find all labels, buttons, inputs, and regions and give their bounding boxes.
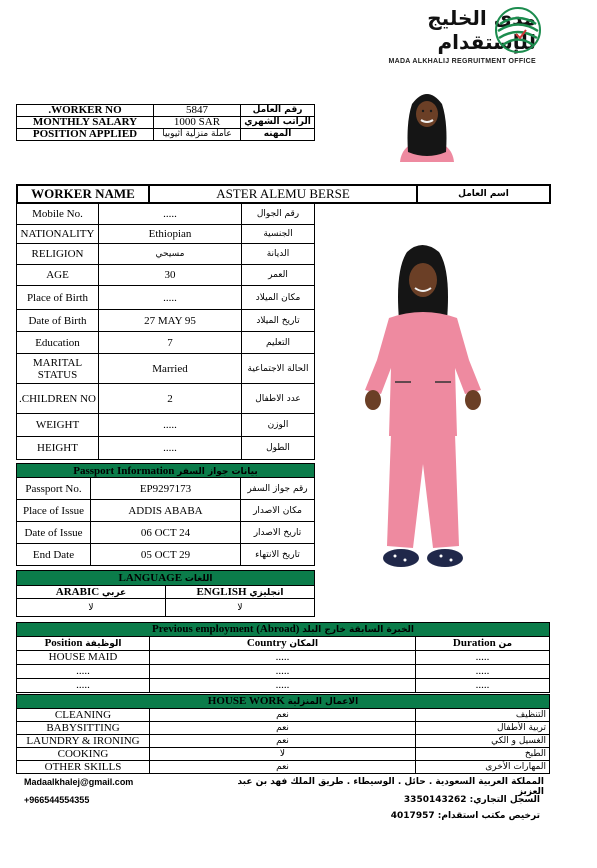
employment-duration: .....	[416, 651, 550, 665]
detail-label-ar: التعليم	[242, 332, 315, 354]
passport-section-header	[17, 464, 315, 478]
position-row	[17, 129, 315, 141]
detail-label-ar: الديانة	[242, 244, 315, 265]
employment-country: .....	[150, 651, 416, 665]
detail-label-ar: رقم الجوال	[242, 204, 315, 225]
footer-email: Madaalkhalej@gmail.com	[24, 777, 134, 787]
housework-skill-ar: الطبخ	[416, 748, 550, 761]
detail-row	[17, 354, 315, 384]
worker-full-body-photo	[355, 240, 490, 578]
detail-label-ar: العمر	[242, 265, 315, 286]
detail-label: HEIGHT	[17, 437, 99, 460]
detail-label: .CHILDREN NO	[17, 384, 99, 414]
detail-value: Ethiopian	[99, 225, 242, 244]
detail-label: Mobile No.	[17, 204, 99, 225]
arabic-level-value: لا	[17, 599, 166, 617]
housework-skill-ar: الغسيل و الكي	[416, 735, 550, 748]
housework-skill-ar: تربية الأطفال	[416, 722, 550, 735]
detail-row	[17, 244, 315, 265]
salary-row	[17, 117, 315, 129]
detail-row	[17, 225, 315, 244]
detail-label: NATIONALITY	[17, 225, 99, 244]
logo-english: MADA ALKHALIJ REGRUITMENT OFFICE	[388, 58, 536, 65]
housework-section-header	[17, 695, 550, 709]
housework-value: نعم	[150, 761, 416, 774]
employment-section-header	[17, 623, 550, 637]
detail-label-ar: الوزن	[242, 414, 315, 437]
worker-summary-table	[16, 104, 315, 141]
passport-value: 06 OCT 24	[91, 522, 241, 544]
position-value: عاملة منزلية اثيوبيا	[154, 129, 241, 141]
employment-header-ar: الخبرة السابقة خارج البلد	[302, 624, 415, 635]
footer-commercial-register: السجل التجاري: 3350143262	[403, 795, 540, 805]
passport-label: Place of Issue	[17, 500, 91, 522]
footer-address: المملكة العربية السعودية . حائل . الوسيطاء . طريق الملك فهد بن عبد العزيز	[237, 777, 544, 797]
passport-header-row	[17, 464, 315, 478]
footer-phone: +966544554355	[24, 795, 90, 805]
passport-row	[17, 544, 315, 566]
language-table	[16, 570, 315, 617]
detail-row	[17, 332, 315, 354]
position-column-header	[17, 637, 150, 651]
employment-duration: .....	[416, 665, 550, 679]
worker-name-value: ASTER ALEMU BERSE	[149, 185, 417, 203]
housework-header-ar: الاعمال المنزلية	[287, 696, 359, 707]
detail-value: 7	[99, 332, 242, 354]
detail-value: .....	[99, 286, 242, 310]
employment-position: .....	[17, 679, 150, 693]
english-column-header	[166, 586, 315, 599]
detail-label: Date of Birth	[17, 310, 99, 332]
detail-value: 30	[99, 265, 242, 286]
detail-label: Place of Birth	[17, 286, 99, 310]
housework-skill: CLEANING	[17, 709, 150, 722]
detail-value: Married	[99, 354, 242, 384]
employment-row	[17, 651, 550, 665]
passport-value: EP9297173	[91, 478, 241, 500]
detail-row	[17, 265, 315, 286]
salary-label: MONTHLY SALARY	[17, 117, 154, 129]
passport-header-ar: بيانات جواز السفر	[177, 466, 258, 477]
worker-details-table	[16, 203, 315, 460]
detail-row	[17, 310, 315, 332]
detail-row	[17, 437, 315, 460]
house-work-table	[16, 694, 550, 774]
detail-label-ar: عدد الاطفال	[242, 384, 315, 414]
detail-label-ar: الطول	[242, 437, 315, 460]
detail-value: 27 MAY 95	[99, 310, 242, 332]
housework-skill: COOKING	[17, 748, 150, 761]
country-column-header	[150, 637, 416, 651]
globe-logo-icon	[494, 6, 542, 54]
housework-header-en: HOUSE WORK	[207, 694, 285, 707]
detail-label: MARITAL STATUS	[17, 354, 99, 384]
detail-value: .....	[99, 414, 242, 437]
previous-employment-table	[16, 622, 550, 693]
worker-no-value: 5847	[154, 105, 241, 117]
passport-header-en: Passport Information	[73, 464, 175, 477]
detail-value: مسيحي	[99, 244, 242, 265]
passport-row	[17, 500, 315, 522]
housework-row	[17, 761, 550, 774]
employment-position: .....	[17, 665, 150, 679]
position-label-ar: المهنه	[241, 129, 315, 141]
passport-label-ar: مكان الاصدار	[241, 500, 315, 522]
detail-label: WEIGHT	[17, 414, 99, 437]
language-section-header	[17, 571, 315, 586]
detail-label: Education	[17, 332, 99, 354]
detail-value: .....	[99, 204, 242, 225]
housework-row	[17, 709, 550, 722]
duration-column-header	[416, 637, 550, 651]
passport-label: Passport No.	[17, 478, 91, 500]
passport-label-ar: رقم جواز السفر	[241, 478, 315, 500]
logo-arabic: مدى الخليج للإستقدام	[427, 6, 536, 54]
detail-row	[17, 384, 315, 414]
duration-col-ar: من	[498, 638, 513, 649]
position-col-en: Position	[44, 636, 83, 649]
housework-skill: BABYSITTING	[17, 722, 150, 735]
employment-country: .....	[150, 665, 416, 679]
detail-label-ar: تاريخ الميلاد	[242, 310, 315, 332]
worker-no-label-ar: رقم العامل	[241, 105, 315, 117]
housework-value: نعم	[150, 709, 416, 722]
worker-name-label: WORKER NAME	[17, 185, 149, 203]
passport-label: End Date	[17, 544, 91, 566]
position-col-ar: الوظيفة	[85, 638, 122, 649]
passport-info-table	[16, 463, 315, 566]
detail-label-ar: الجنسية	[242, 225, 315, 244]
footer-license: ترخيص مكتب استقدام: 4017957	[390, 811, 540, 821]
worker-no-row	[17, 105, 315, 117]
english-level-value: لا	[166, 599, 315, 617]
passport-value: 05 OCT 29	[91, 544, 241, 566]
housework-skill: OTHER SKILLS	[17, 761, 150, 774]
english-label-en: ENGLISH	[196, 586, 247, 598]
worker-name-label-ar: اسم العامل	[417, 185, 550, 203]
arabic-label-ar: عربي	[101, 588, 127, 598]
housework-skill-ar: التنظيف	[416, 709, 550, 722]
language-header-en: LANGUAGE	[118, 572, 183, 584]
worker-no-label: .WORKER NO	[17, 105, 154, 117]
housework-skill-ar: المهارات الأخرى	[416, 761, 550, 774]
position-label: POSITION APPLIED	[17, 129, 154, 141]
salary-value: 1000 SAR	[154, 117, 241, 129]
detail-value: 2	[99, 384, 242, 414]
employment-header-en: Previous employment (Abroad)	[151, 622, 300, 635]
housework-row	[17, 722, 550, 735]
detail-row	[17, 286, 315, 310]
employment-position: HOUSE MAID	[17, 651, 150, 665]
housework-skill: LAUNDRY & IRONING	[17, 735, 150, 748]
passport-row	[17, 478, 315, 500]
arabic-column-header	[17, 586, 166, 599]
employment-country: .....	[150, 679, 416, 693]
employment-duration: .....	[416, 679, 550, 693]
arabic-label-en: ARABIC	[55, 586, 100, 598]
passport-label-ar: تاريخ الانتهاء	[241, 544, 315, 566]
employment-row	[17, 679, 550, 693]
english-label-ar: انجليزي	[249, 588, 284, 598]
detail-row	[17, 204, 315, 225]
housework-value: نعم	[150, 735, 416, 748]
passport-label: Date of Issue	[17, 522, 91, 544]
salary-label-ar: الراتب الشهري	[241, 117, 315, 129]
detail-value: .....	[99, 437, 242, 460]
housework-value: لا	[150, 748, 416, 761]
housework-row	[17, 735, 550, 748]
country-col-ar: المكان	[289, 638, 319, 649]
employment-row	[17, 665, 550, 679]
passport-value: ADDIS ABABA	[91, 500, 241, 522]
duration-col-en: Duration	[452, 636, 496, 649]
housework-row	[17, 748, 550, 761]
detail-label-ar: الحالة الاجتماعية	[242, 354, 315, 384]
language-header-ar: اللغات	[184, 574, 213, 584]
worker-portrait-photo	[392, 82, 462, 162]
worker-name-table	[16, 184, 551, 204]
detail-label: RELIGION	[17, 244, 99, 265]
housework-value: نعم	[150, 722, 416, 735]
passport-row	[17, 522, 315, 544]
country-col-en: Country	[246, 636, 287, 649]
detail-label-ar: مكان الميلاد	[242, 286, 315, 310]
detail-label: AGE	[17, 265, 99, 286]
passport-label-ar: تاريخ الاصدار	[241, 522, 315, 544]
detail-row	[17, 414, 315, 437]
